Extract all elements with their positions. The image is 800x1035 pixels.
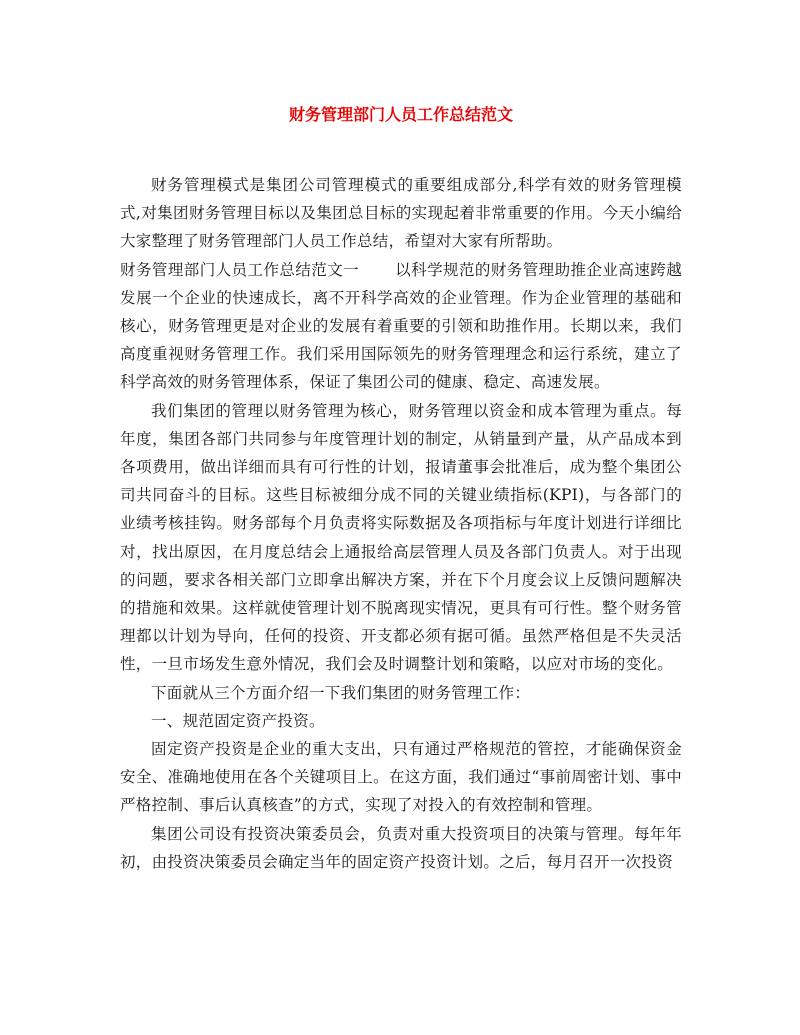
- paragraph-financial-core: 我们集团的管理以财务管理为核心，财务管理以资金和成本管理为重点。每年度，集团各部门共同参与年度管理计划的制定，从销量到产量，从产品成本到各项费用，做出详细而具有可行性的计划，报请董事会批准后，成为整个集团公司共同奋斗的目标。这些目标被细分成不同的关键业绩指标(KPI)，与各部门的业绩考核挂钩。财务部每个月负责将实际数据及各项指标与年度计划进行详细比对，找出原因，在月度总结会上通报给高层管理人员及各部门负责人。对于出现的问题，要求各相关部门立即拿出解决方案，并在下个月度会议上反馈问题解决的措施和效果。这样就使管理计划不脱离现实情况，更具有可行性。整个财务管理都以计划为导向，任何的投资、开支都必须有据可循。虽然严格但是不失灵活性，一旦市场发生意外情况，我们会及时调整计划和策略，以应对市场的变化。: [120, 401, 682, 674]
- paragraph-investment-committee: 集团公司设有投资决策委员会，负责对重大投资项目的决策与管理。每年年初，由投资决策委员会确定当年的固定资产投资计划。之后，每月召开一次投资: [120, 824, 682, 871]
- section-one-paragraph: [120, 256, 682, 397]
- document-page: [120, 104, 682, 876]
- section-one-heading: 财务管理部门人员工作总结范文一: [120, 260, 360, 279]
- section-one-lead: 以科学规范的财务管理助推企业高速跨越发展一个企业的快速成长，离不开科学高效的企业管理。作为企业管理的基础和核心，财务管理更是对企业的发展有着重要的引领和助推作用。长期以来，我们高度重视财务管理工作。我们采用国际领先的财务管理理念和运行系统，建立了科学高效的财务管理体系，保证了集团公司的健康、稳定、高速发展。: [120, 260, 682, 392]
- document-title: 财务管理部门人员工作总结范文: [288, 105, 513, 124]
- subheading-fixed-asset: 一、规范固定资产投资。: [151, 711, 325, 730]
- paragraph-fixed-asset: 固定资产投资是企业的重大支出，只有通过严格规范的管控，才能确保资金安全、准确地使用在各个关键项目上。在这方面，我们通过“事前周密计划、事中严格控制、事后认真核查”的方式，实现了对投入的有效控制和管理。: [120, 740, 682, 815]
- paragraph-three-aspects: 下面就从三个方面介绍一下我们集团的财务管理工作：: [151, 683, 531, 702]
- intro-paragraph: 财务管理模式是集团公司管理模式的重要组成部分,科学有效的财务管理模式,对集团财务管理目标以及集团总目标的实现起着非常重要的作用。今天小编给大家整理了财务管理部门人员工作总结，希望对大家有所帮助。: [120, 176, 682, 251]
